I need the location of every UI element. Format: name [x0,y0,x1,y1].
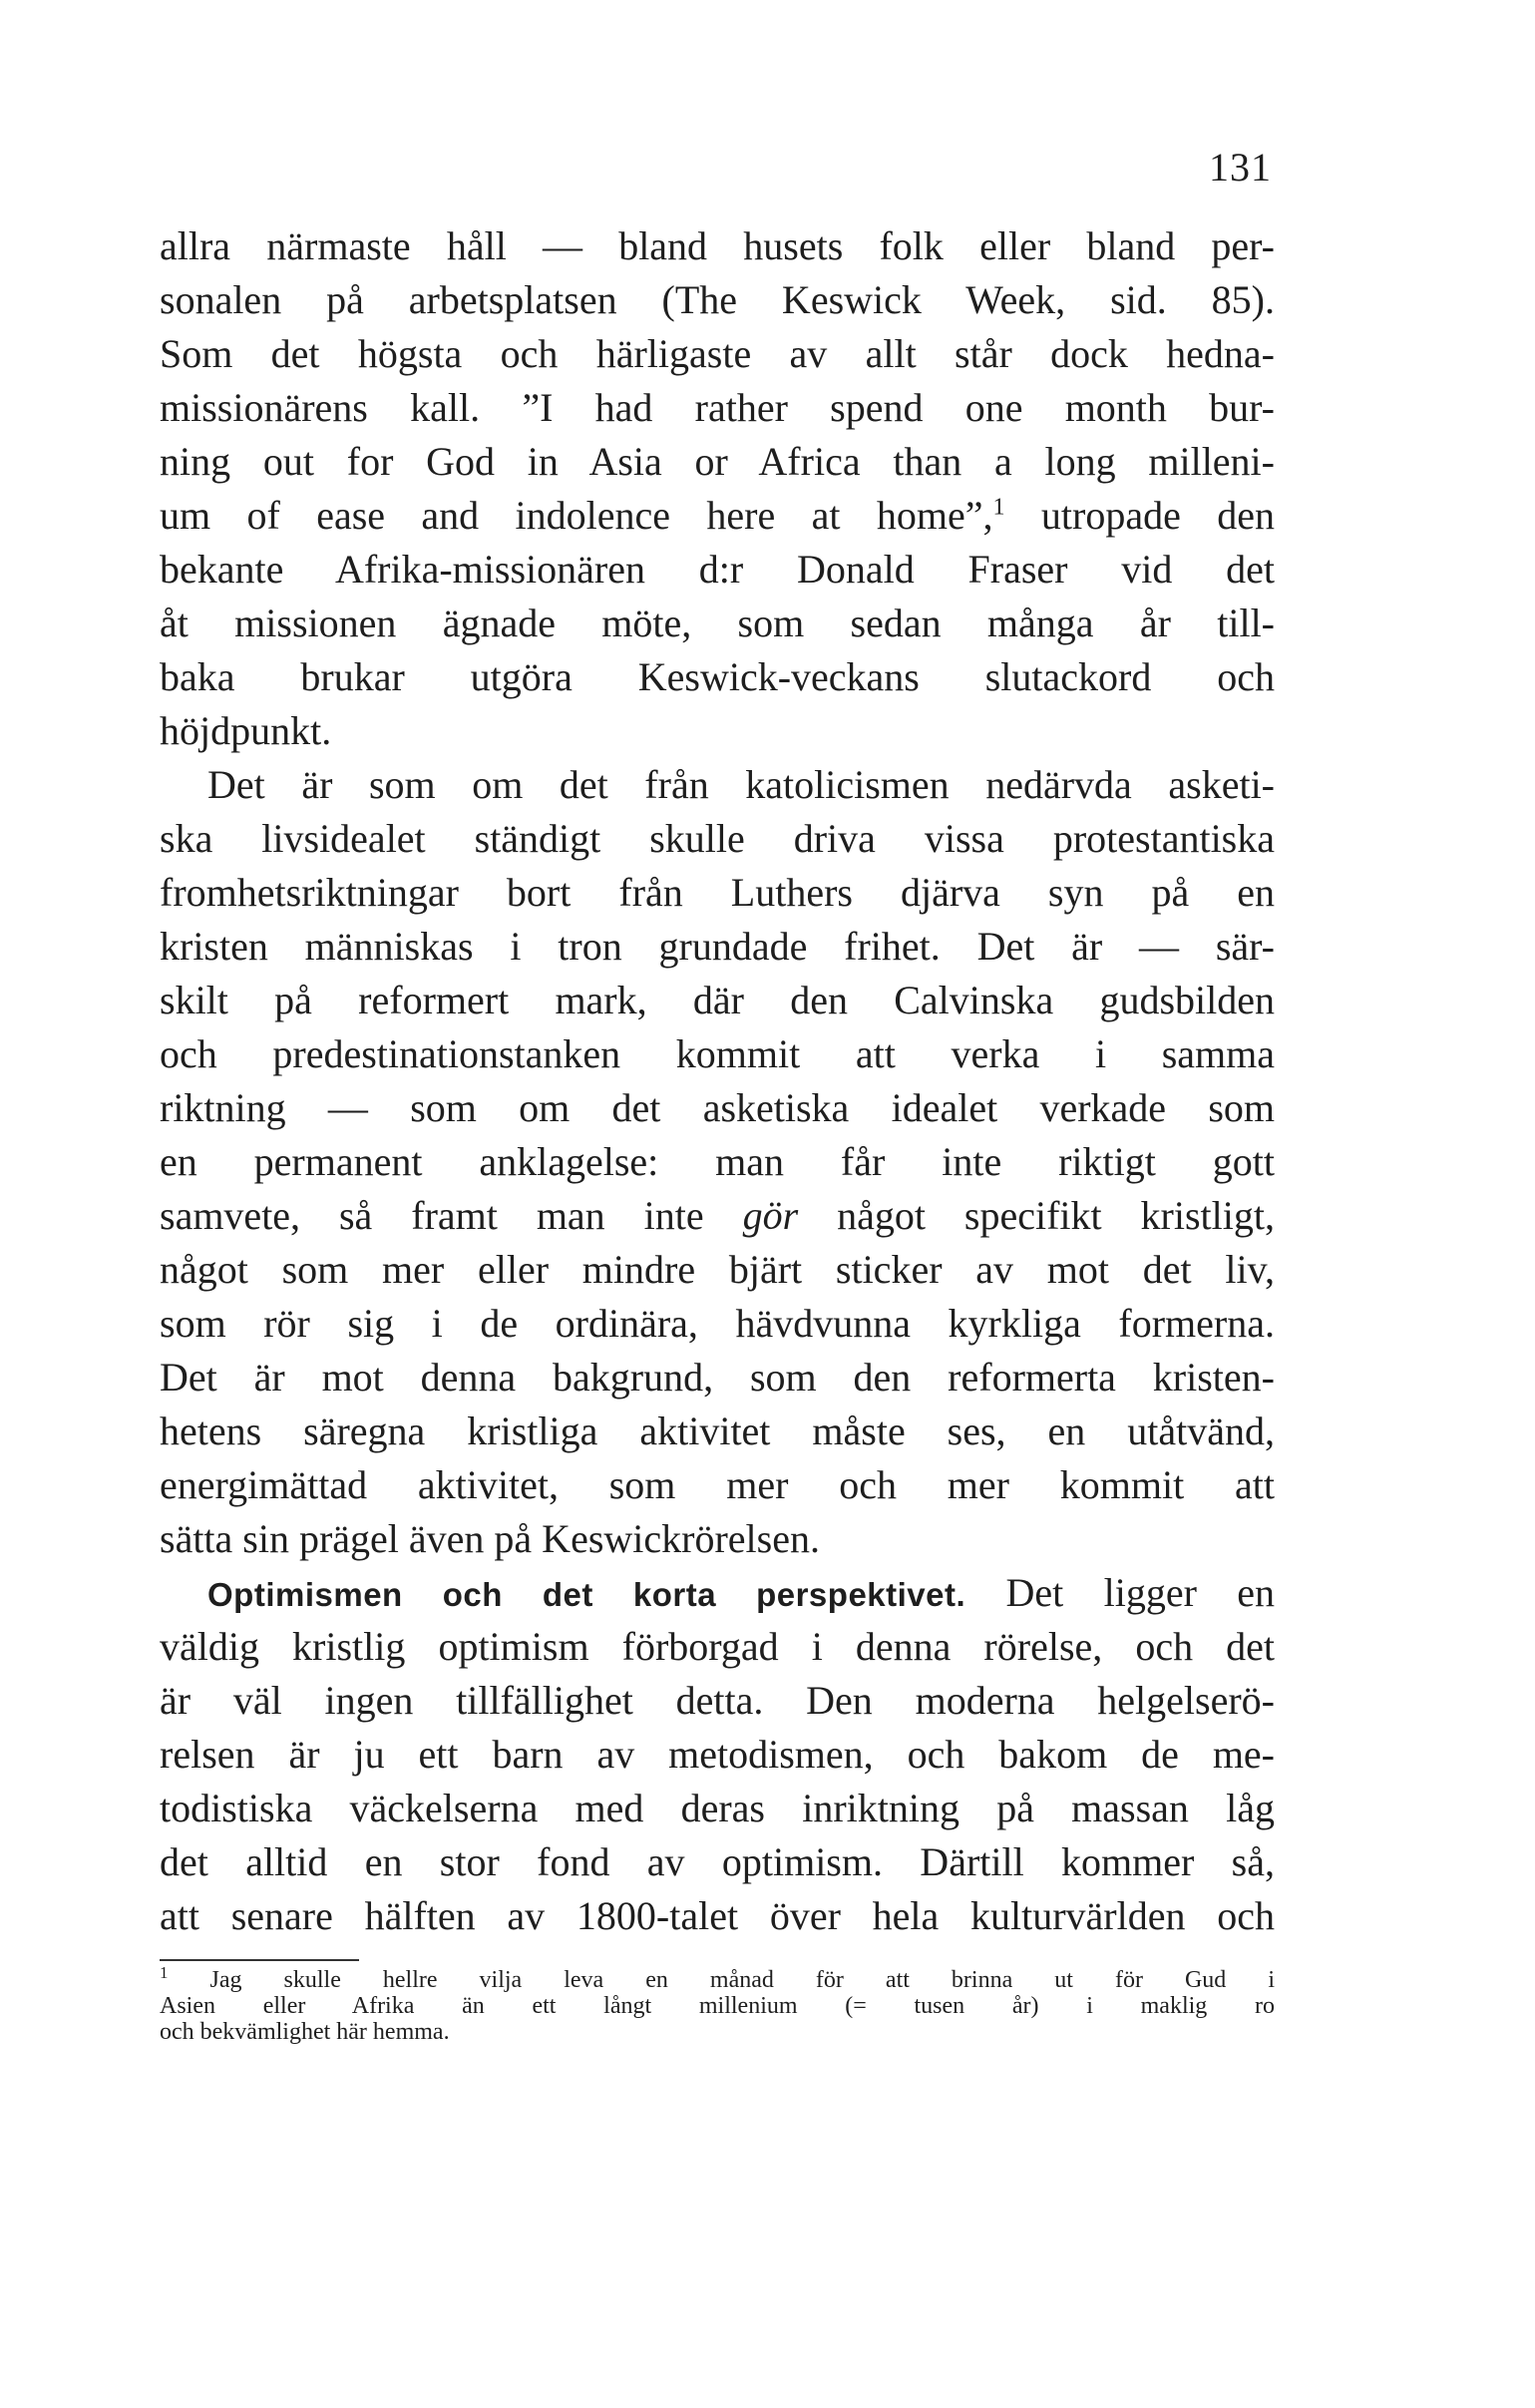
text-run: något specifikt kristligt, [798,1193,1276,1238]
text-line [160,1189,1275,1243]
footnote-line: Asien eller Afrika än ett långt millenium (= tusen år) i maklig ro [160,1993,1275,2019]
text-line: bekante Afrika-missionären d:r Donald Fraser vid det [160,547,1275,592]
text-line: todistiska väckelserna med deras inriktning på massan låg [160,1786,1275,1830]
footnote-line [160,1963,1275,1993]
section-heading: Optimismen och det korta perspektivet. [207,1576,966,1613]
body-text [160,219,1275,1943]
text-line: skilt på reformert mark, där den Calvinska gudsbilden [160,978,1275,1022]
text-line: hetens säregna kristliga aktivitet måste ses, en utåtvänd, [160,1408,1275,1453]
text-line: det alltid en stor fond av optimism. Därtill kommer så, [160,1839,1275,1884]
text-line: Som det högsta och härligaste av allt står dock hedna- [160,331,1275,376]
text-line: och predestinationstanken kommit att verka i samma [160,1031,1275,1076]
text-line: som rör sig i de ordinära, hävdvunna kyrkliga formerna. [160,1301,1275,1346]
text-run: Jag skulle hellre vilja leva en månad för att brinna ut för Gud i [168,1967,1275,1993]
text-run: utropade den [1004,493,1275,538]
text-line: något som mer eller mindre bjärt sticker av mot det liv, [160,1247,1275,1292]
text-line: missionärens kall. ”I had rather spend one month bur- [160,385,1275,430]
text-line: ska livsidealet ständigt skulle driva vissa protestantiska [160,816,1275,861]
italic-word: gör [742,1193,799,1238]
text-line: relsen är ju ett barn av metodismen, och bakom de me- [160,1732,1275,1777]
text-line [160,489,1275,543]
text-line: väldig kristlig optimism förborgad i denna rörelse, och det [160,1624,1275,1669]
text-line: riktning — som om det asketiska idealet verkade som [160,1085,1275,1130]
text-line: Det är mot denna bakgrund, som den reformerta kristen- [160,1355,1275,1400]
text-line: kristen människas i tron grundade frihet. Det är — sär- [160,924,1275,969]
text-line: baka brukar utgöra Keswick-veckans slutackord och [160,654,1275,699]
text-line: energimättad aktivitet, som mer och mer kommit att [160,1462,1275,1507]
footnote-marker: 1 [160,1963,169,1982]
text-line: allra närmaste håll — bland husets folk eller bland per- [160,223,1275,268]
footnote-line: och bekvämlighet här hemma. [160,2019,450,2045]
text-run: Det ligger en [965,1570,1275,1615]
text-line: en permanent anklagelse: man får inte riktigt gott [160,1139,1275,1184]
text-line: är väl ingen tillfällighet detta. Den moderna helgelserö- [160,1678,1275,1723]
text-line: sonalen på arbetsplatsen (The Keswick Week, sid. 85). [160,277,1275,322]
text-run: samvete, så framt man inte [160,1193,704,1238]
text-line: fromhetsriktningar bort från Luthers djärva syn på en [160,870,1275,915]
text-line: att senare hälften av 1800-talet över hela kulturvärlden och [160,1893,1275,1938]
text-line: sätta sin prägel även på Keswickrörelsen. [160,1516,820,1561]
text-line: höjdpunkt. [160,708,332,753]
text-line [160,1566,1275,1620]
text-line: Det är som om det från katolicismen nedärvda asketi- [207,762,1275,807]
text-line: ning out for God in Asia or Africa than a long milleni- [160,439,1275,484]
text-line: åt missionen ägnade möte, som sedan många år till- [160,601,1275,645]
text-run: um of ease and indolence here at home”, [160,493,993,538]
footnote-reference: 1 [992,494,1005,521]
footnote-divider [160,1959,359,1961]
footnote [160,1963,1275,2045]
page-number: 131 [1209,145,1272,190]
